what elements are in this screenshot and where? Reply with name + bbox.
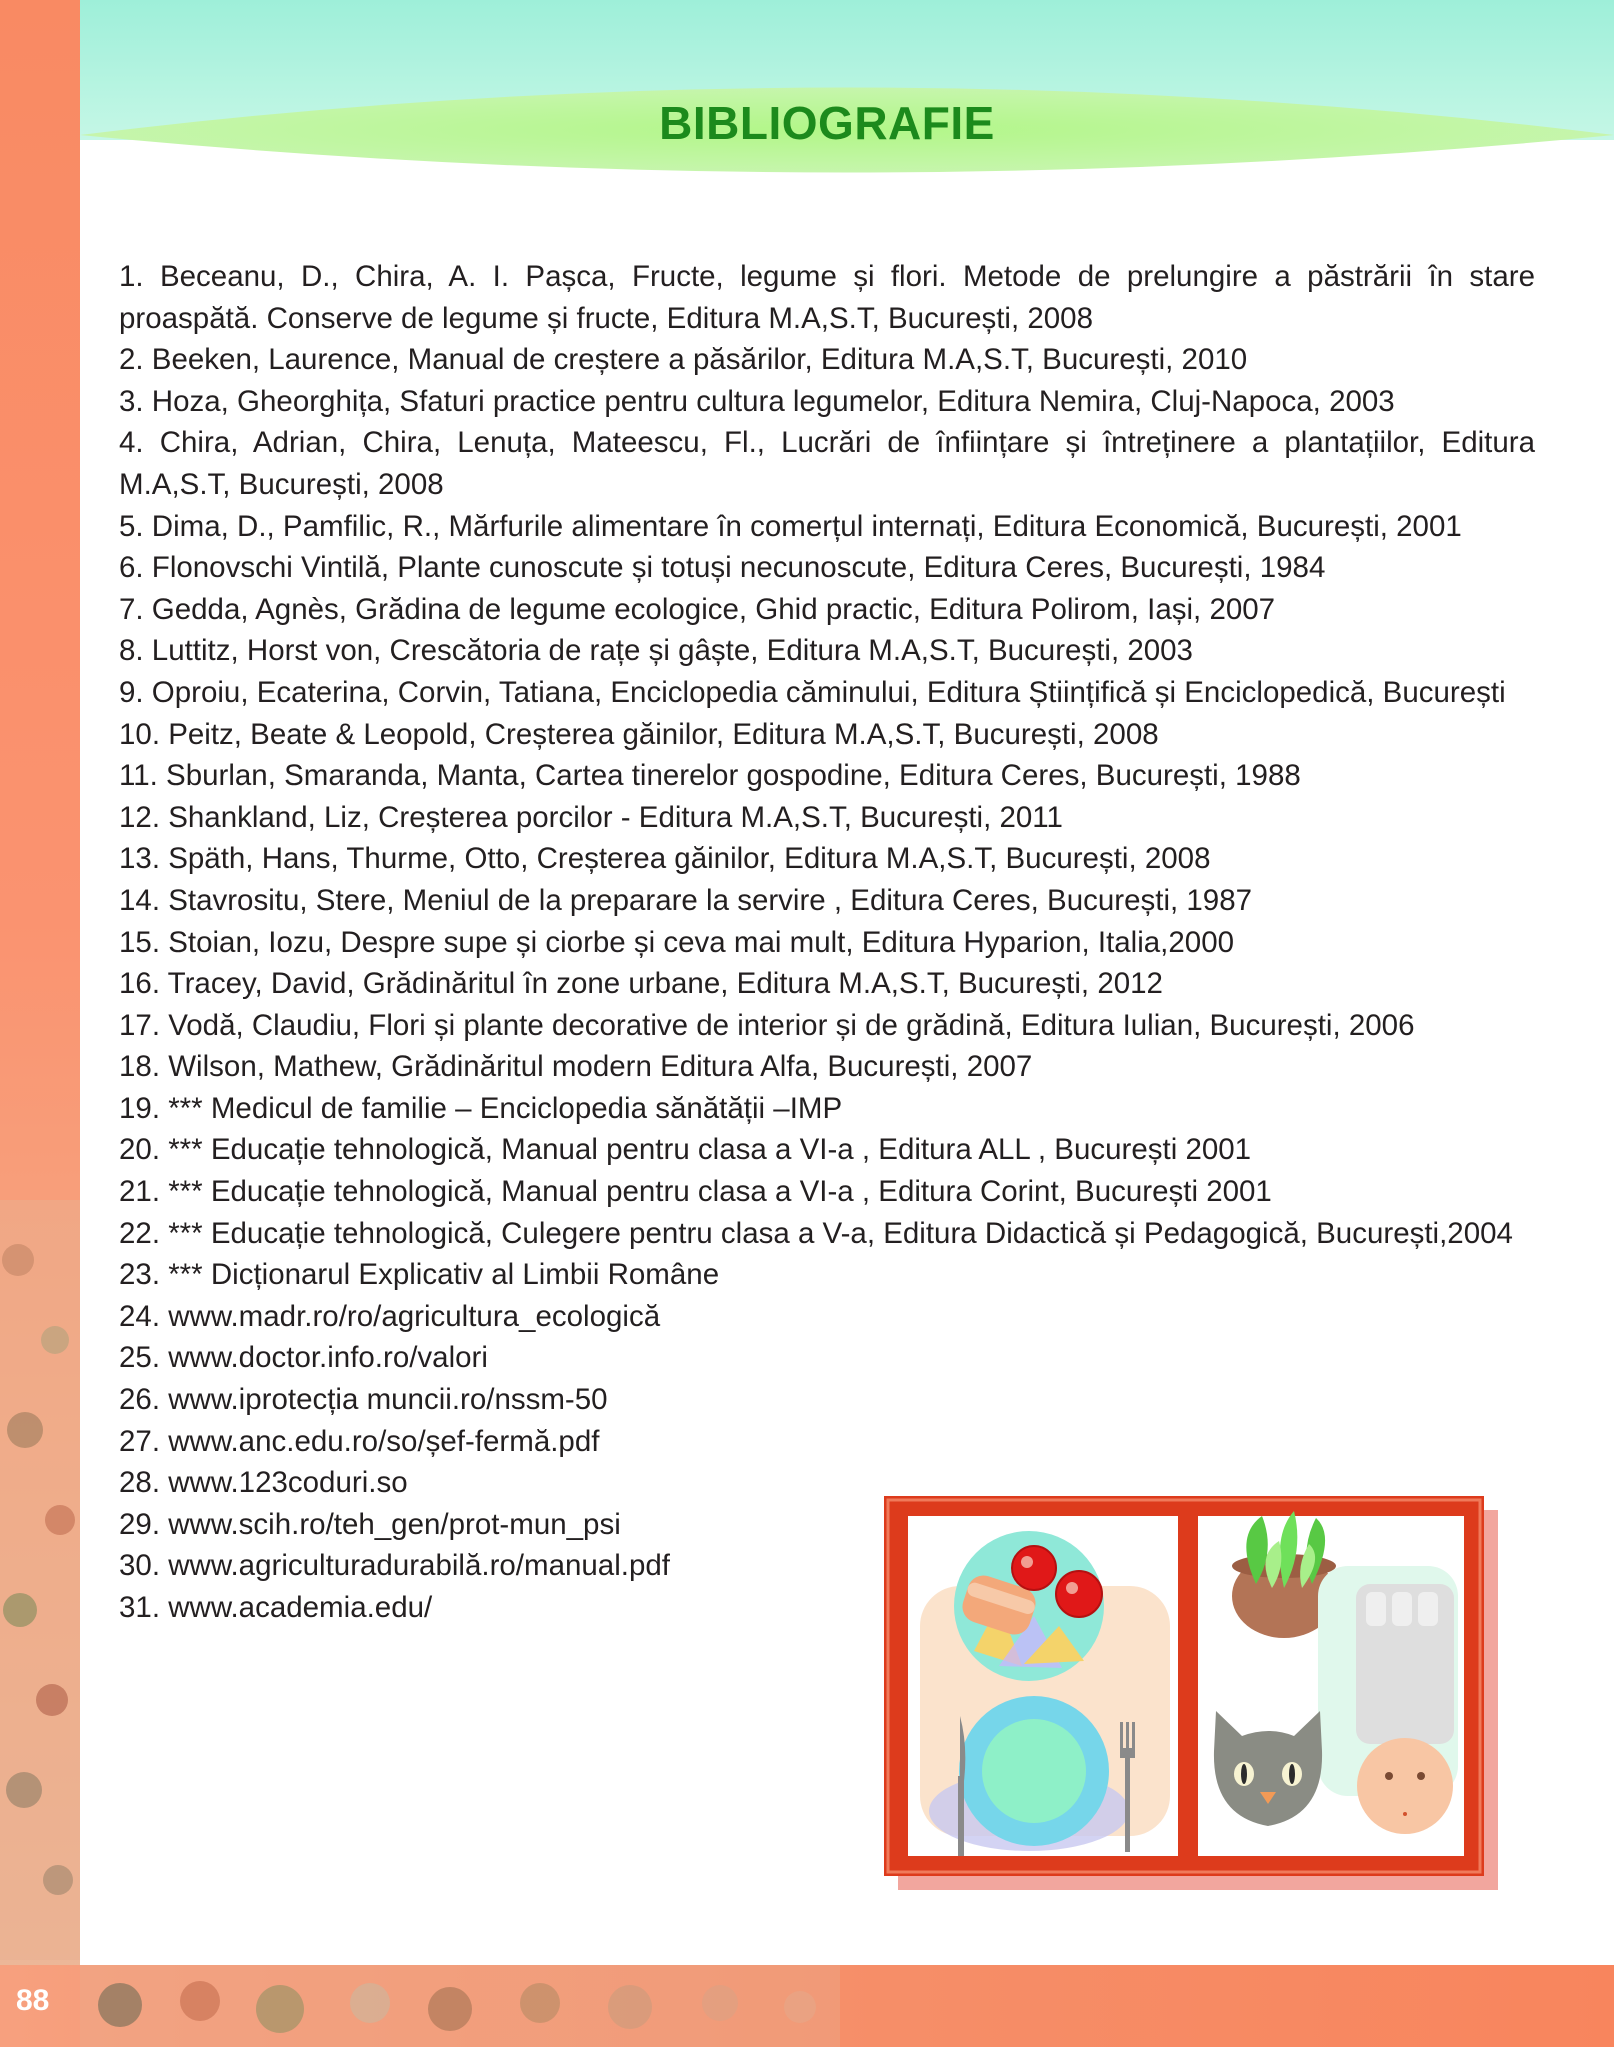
bibliography-entry: 27. www.anc.edu.ro/so/șef-fermă.pdf: [119, 1424, 600, 1458]
bibliography-entry: 21. *** Educație tehnologică, Manual pentru clasa a VI-a , Editura Corint, București 2001: [119, 1175, 1272, 1209]
bibliography-entry: 23. *** Dicționarul Explicativ al Limbii Române: [119, 1258, 720, 1292]
bibliography-entry: 11. Sburlan, Smaranda, Manta, Cartea tinerelor gospodine, Editura Ceres, București, 1988: [119, 759, 1301, 793]
kitchen-illustration: [884, 1496, 1514, 1896]
bibliography-entry: 4. Chira, Adrian, Chira, Lenuța, Mateescu, Fl., Lucrări de înființare și întreținere a plantațiilor, Editura M.A,S.T, București, 2008: [119, 426, 1535, 501]
left-puzzle-collage: [0, 1200, 80, 1960]
bibliography-entry: 9. Oproiu, Ecaterina, Corvin, Tatiana, Enciclopedia căminului, Editura Științifică și Enciclopedică, București: [119, 675, 1506, 709]
bibliography-entry: 5. Dima, D., Pamfilic, R., Mărfurile alimentare în comerțul internați, Editura Economică, București, 2001: [119, 509, 1462, 543]
bibliography-entry: 17. Vodă, Claudiu, Flori și plante decorative de interior și de grădină, Editura Iulian, București, 2006: [119, 1008, 1415, 1042]
bibliography-entry: 29. www.scih.ro/teh_gen/prot-mun_psi: [119, 1507, 621, 1541]
bibliography-entry: 8. Luttitz, Horst von, Crescătoria de rațe și gâște, Editura M.A,S.T, București, 2003: [119, 634, 1193, 668]
bibliography-entry: 20. *** Educație tehnologică, Manual pentru clasa a VI-a , Editura ALL , București 2001: [119, 1133, 1252, 1167]
bibliography-entry: 31. www.academia.edu/: [119, 1591, 433, 1624]
bibliography-entry: 22. *** Educație tehnologică, Culegere pentru clasa a V-a, Editura Didactică și Pedagogică, București,2004: [119, 1216, 1513, 1250]
bibliography-list: [119, 256, 1535, 1629]
bibliography-entry: 12. Shankland, Liz, Creșterea porcilor - Editura M.A,S.T, București, 2011: [119, 800, 1063, 834]
bibliography-entry: 16. Tracey, David, Grădinăritul în zone urbane, Editura M.A,S.T, București, 2012: [119, 967, 1163, 1001]
bibliography-entry: 28. www.123coduri.so: [119, 1466, 408, 1500]
bibliography-entry: 15. Stoian, Iozu, Despre supe și ciorbe și ceva mai mult, Editura Hyparion, Italia,2000: [119, 925, 1235, 959]
bibliography-entry: 14. Stavrositu, Stere, Meniul de la preparare la servire , Editura Ceres, București, 1987: [119, 883, 1253, 917]
page-title: BIBLIOGRAFIE: [659, 97, 995, 149]
bibliography-entry: 7. Gedda, Agnès, Grădina de legume ecologice, Ghid practic, Editura Polirom, Iași, 2007: [119, 592, 1276, 626]
bibliography-entry: 26. www.iprotecția muncii.ro/nssm-50: [119, 1383, 608, 1417]
bibliography-entry: 25. www.doctor.info.ro/valori: [119, 1341, 488, 1375]
bibliography-entry: 18. Wilson, Mathew, Grădinăritul modern Editura Alfa, București, 2007: [119, 1050, 1033, 1084]
bibliography-entry: 3. Hoza, Gheorghița, Sfaturi practice pentru cultura legumelor, Editura Nemira, Cluj-Napoca, 2003: [119, 384, 1395, 418]
bibliography-entry: 19. *** Medicul de familie – Enciclopedia sănătății –IMP: [119, 1091, 843, 1125]
header-banner: [80, 0, 1614, 190]
page-number: 88: [16, 1984, 50, 2017]
bibliography-entry: 30. www.agriculturadurabilă.ro/manual.pdf: [119, 1549, 670, 1583]
bottom-puzzle-collage: [80, 1965, 840, 2047]
bibliography-entry: 2. Beeken, Laurence, Manual de creștere a păsărilor, Editura M.A,S.T, București, 2010: [119, 343, 1248, 377]
bibliography-entry: 13. Späth, Hans, Thurme, Otto, Creșterea găinilor, Editura M.A,S.T, București, 2008: [119, 842, 1211, 876]
bibliography-entry: 1. Beceanu, D., Chira, A. I. Pașca, Fructe, legume și flori. Metode de prelungire a păstrării în stare proaspătă. Conserve de legume și fructe, Editura M.A,S.T, București, 2008: [119, 260, 1535, 335]
bibliography-entry: 10. Peitz, Beate & Leopold, Creșterea găinilor, Editura M.A,S.T, București, 2008: [119, 717, 1159, 751]
bibliography-entry: 24. www.madr.ro/ro/agricultura_ecologică: [119, 1299, 661, 1333]
chef-icon: [1318, 1566, 1458, 1834]
bibliography-entry: 6. Flonovschi Vintilă, Plante cunoscute și totuși necunoscute, Editura Ceres, București, 1984: [119, 551, 1326, 585]
